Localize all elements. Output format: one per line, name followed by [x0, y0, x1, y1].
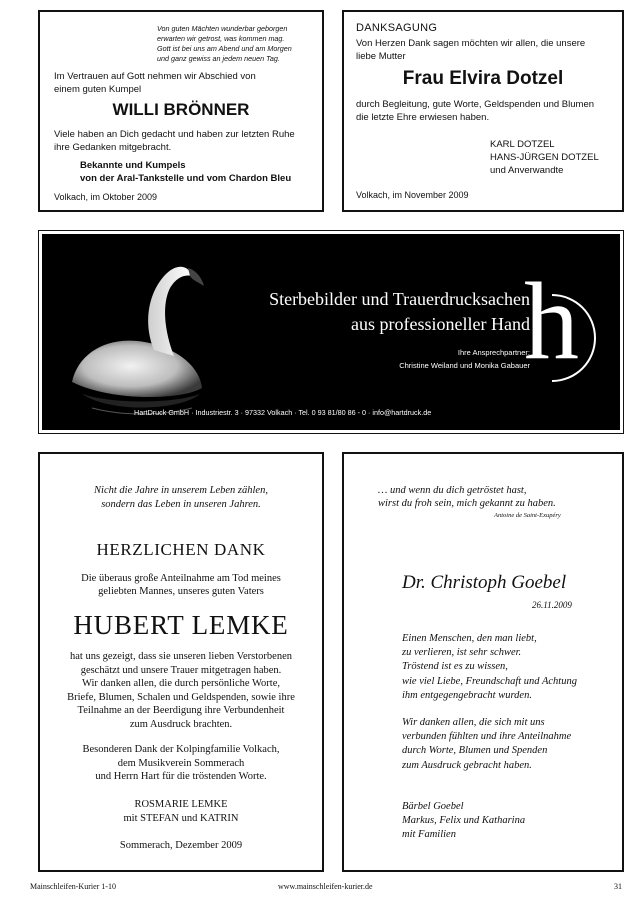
ad2-signature: KARL DOTZEL HANS-JÜRGEN DOTZEL und Anverwandte [490, 139, 599, 176]
ad4-verse-author: Antoine de Saint-Exupéry [494, 512, 561, 519]
ad2-name: Frau Elvira Dotzel [402, 68, 564, 89]
ad3-body: hat uns gezeigt, dass sie unseren lieben Verstorbenen geschätzt und unsere Trauer mitgetragen haben. Wir danken allen, die durch persönliche Worte, Briefe, Blumen, Schalen und Geldspenden, sowie ihre Teilnahme an der Beerdigung ihre Verbundenheit zum Ausdruck brachten. [67, 651, 295, 730]
banner-headline-2: aus professioneller Hand [351, 314, 530, 334]
ad2-heading: DANKSAGUNG [356, 22, 438, 34]
banner-contact-label: Ihre Ansprechpartner: [457, 348, 530, 357]
ad1-signature: Bekannte und Kumpels von der Aral-Tankstelle und vom Chardon Bleu [80, 160, 292, 184]
footer-page-number: 31 [614, 882, 622, 891]
obituary-willi-broenner [38, 10, 324, 212]
ad1-body: Viele haben an Dich gedacht und haben zur letzten Ruhe ihre Gedanken mitgebracht. [54, 129, 295, 153]
ad2-body: durch Begleitung, gute Worte, Geldspenden und Blumen die letzte Ehre erwiesen haben. [356, 99, 595, 123]
logo-half-circle [552, 294, 596, 382]
ad3-verse: Nicht die Jahre in unserem Leben zählen, sondern das Leben in unseren Jahren. [94, 485, 268, 510]
thanks-christoph-goebel [342, 452, 624, 872]
ad4-poem: Einen Menschen, den man liebt, zu verlieren, ist sehr schwer. Tröstend ist es zu wissen, wie viel Liebe, Freundschaft und Achtung ihm entgegengebracht wurden. [402, 633, 577, 701]
ad2-intro: Von Herzen Dank sagen möchten wir allen, die unsere liebe Mutter [356, 38, 586, 62]
ad3-intro: Die überaus große Anteilnahme am Tod meines geliebten Mannes, unseres guten Vaters [81, 573, 281, 597]
banner-headline-1: Sterbebilder und Trauerdrucksachen [269, 289, 530, 309]
ad4-thanks: Wir danken allen, die sich mit uns verbunden fühlten und ihre Anteilnahme durch Worte, Blumen und Spenden zum Ausdruck gebracht haben. [402, 717, 572, 771]
ad4-name: Dr. Christoph Goebel [402, 572, 567, 593]
hartdruck-logo-letter: h [524, 260, 579, 382]
ad4-signature: Bärbel Goebel Markus, Felix und Katharina mit Familien [402, 801, 526, 841]
ad4-date: 26.11.2009 [532, 600, 572, 610]
banner-black-panel [42, 234, 620, 430]
ad3-name: HUBERT LEMKE [73, 610, 289, 640]
ad3-place-date: Sommerach, Dezember 2009 [119, 840, 243, 851]
swan-image [42, 234, 242, 430]
ad3-signature: ROSMARIE LEMKE mit STEFAN und KATRIN [123, 799, 239, 824]
ad3-heading: HERZLICHEN DANK [96, 540, 266, 559]
ad4-verse: … und wenn du dich getröstet hast, wirst du froh sein, mich gekannt zu haben. [378, 485, 556, 509]
footer-publication: Mainschleifen-Kurier 1-10 [30, 882, 116, 891]
banner-address: HartDruck GmbH · Industriestr. 3 · 97332 Volkach · Tel. 0 93 81/80 86 - 0 · info@hartdruck.de [134, 408, 432, 417]
ad1-place-date: Volkach, im Oktober 2009 [54, 192, 158, 202]
footer-website: www.mainschleifen-kurier.de [278, 882, 373, 891]
thanks-elvira-dotzel [342, 10, 624, 212]
banner-contact-names: Christine Weiland und Monika Gabauer [399, 361, 530, 370]
hartdruck-logo [518, 260, 598, 384]
hartdruck-advertisement [38, 230, 624, 434]
ad1-verse: Von guten Mächten wunderbar geborgen erwarten wir getrost, was kommen mag. Gott ist bei uns am Abend und am Morgen und ganz gewiss an jedem neuen Tag. [157, 24, 292, 63]
ad3-special-thanks: Besonderen Dank der Kolpingfamilie Volkach, dem Musikverein Sommerach und Herrn Hart für die tröstenden Worte. [82, 744, 280, 783]
ad1-name: WILLI BRÖNNER [112, 100, 250, 119]
ad2-place-date: Volkach, im November 2009 [356, 190, 469, 200]
thanks-hubert-lemke [38, 452, 324, 872]
ad1-intro: Im Vertrauen auf Gott nehmen wir Abschied von einem guten Kumpel [54, 71, 256, 95]
